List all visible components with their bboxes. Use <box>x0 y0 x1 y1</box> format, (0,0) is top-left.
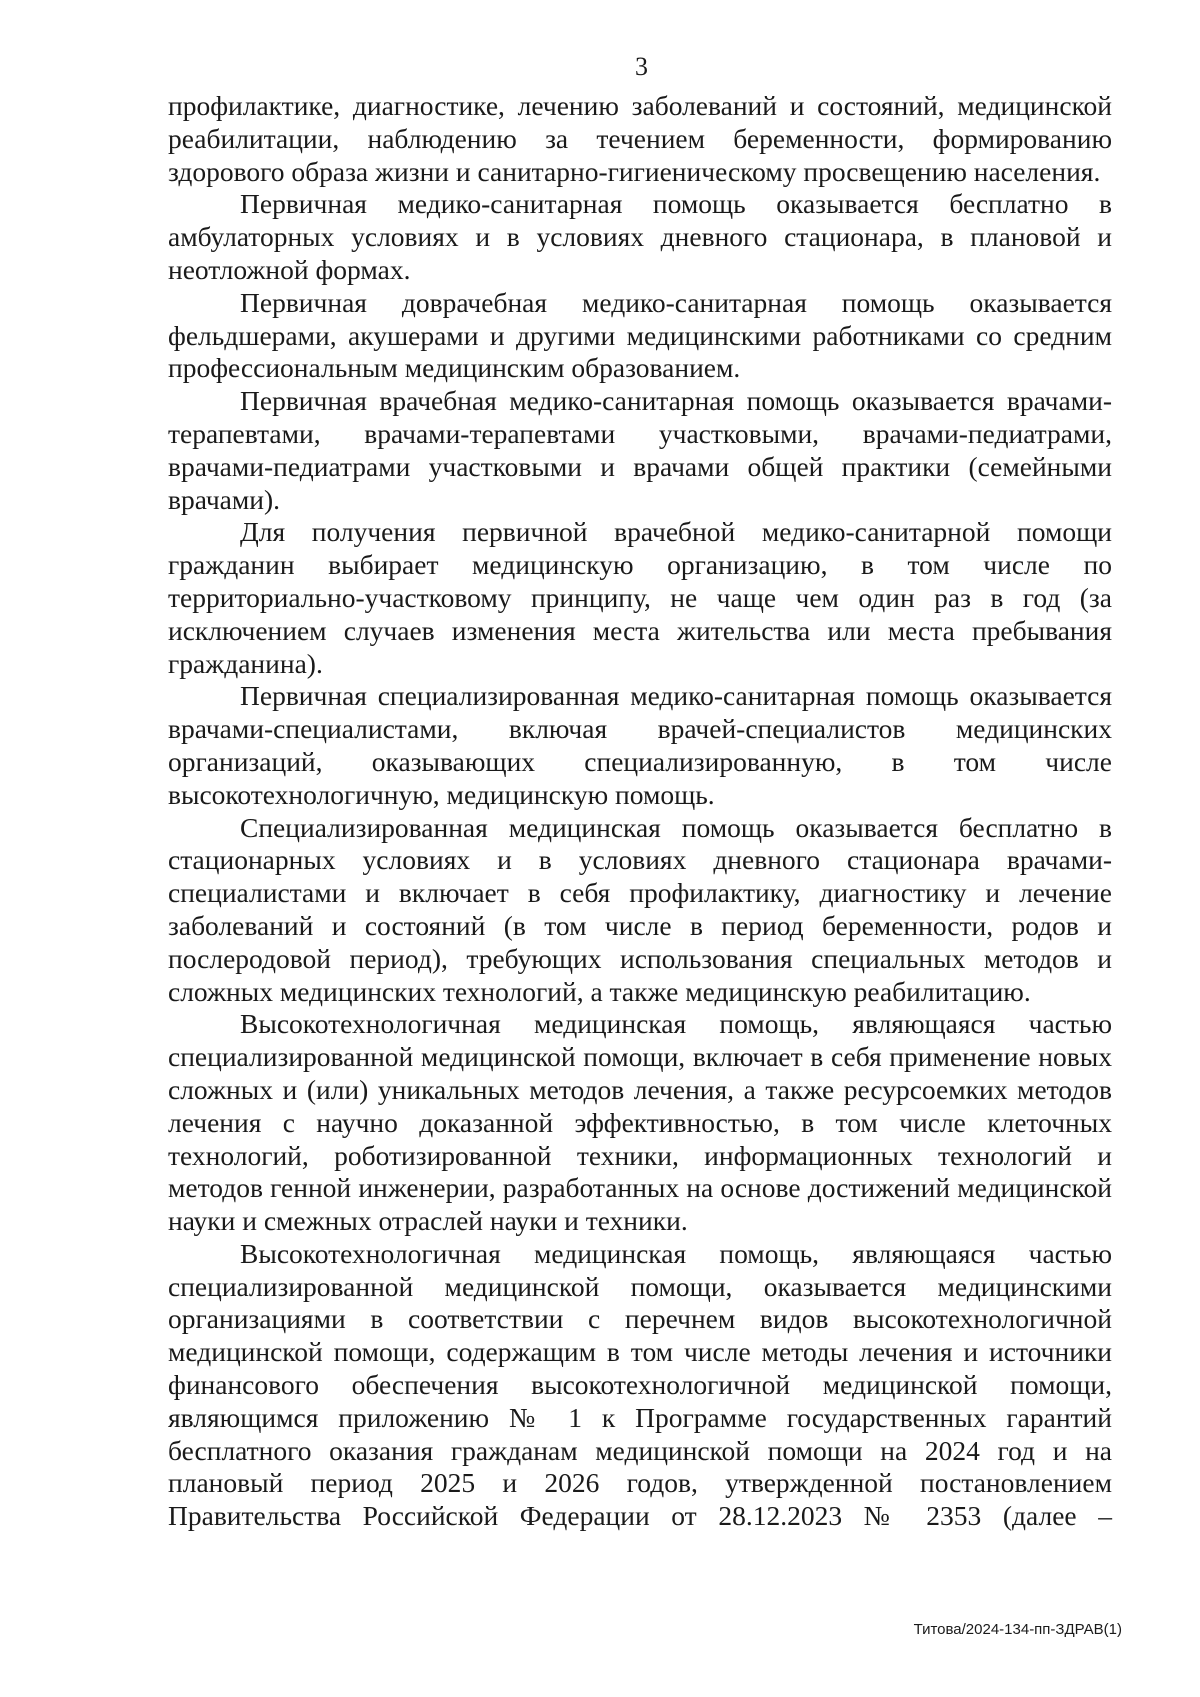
paragraph-high-tech-care-definition: Высокотехнологичная медицинская помощь, являющаяся частью специализированной медицинской помощи, включает в себя применение новых сложных и (или) уникальных методов лечения, а также ресурсоемких методов лечения с научно доказанной эффективностью, в том числе клеточных технологий, роботизированной техники, информационных технологий и методов генной инженерии, разработанных на основе достижений медицинской науки и смежных отраслей науки и техники. <box>168 1008 1112 1237</box>
paragraph-choice-of-organization: Для получения первичной врачебной медико-санитарной помощи гражданин выбирает медицинскую организацию, в том числе по территориально-участковому принципу, не чаще чем один раз в год (за исключением случаев изменения места жительства или места пребывания гражданина). <box>168 516 1112 679</box>
document-footer-code: Титова/2024-134-пп-ЗДРАВ(1) <box>913 1621 1122 1638</box>
paragraph-pre-medical-care: Первичная доврачебная медико-санитарная помощь оказывается фельдшерами, акушерами и другими медицинскими работниками со средним профессиональным медицинским образованием. <box>168 286 1112 384</box>
paragraph-specialized-primary-care: Первичная специализированная медико-санитарная помощь оказывается врачами-специалистами, включая врачей-специалистов медицинских организаций, оказывающих специализированную, в том числе высокотехнологичную, медицинскую помощь. <box>168 680 1112 810</box>
paragraph-primary-care: Первичная медико-санитарная помощь оказывается бесплатно в амбулаторных условиях и в условиях дневного стационара, в плановой и неотложной формах. <box>168 188 1112 285</box>
paragraph-high-tech-care-provision: Высокотехнологичная медицинская помощь, являющаяся частью специализированной медицинской помощи, оказывается медицинскими организациями в соответствии с перечнем видов высокотехнологичной медицинской помощи, содержащим в том числе методы лечения и источники финансового обеспечения высокотехнологичной медицинской помощи, являющимся приложению № 1 к Программе государственных гарантий бесплатного оказания гражданам медицинской помощи на 2024 год и на плановый период 2025 и 2026 годов, утвержденной постановлением Правительства Российской Федерации от 28.12.2023 № 2353 (далее – <box>168 1237 1112 1532</box>
page-number: 3 <box>635 52 648 81</box>
paragraph-medical-care: Первичная врачебная медико-санитарная помощь оказывается врачами-терапевтами, врачами-терапевтами участковыми, врачами-педиатрами, врачами-педиатрами участковыми и врачами общей практики (семейными врачами). <box>168 385 1112 515</box>
paragraph-specialized-care: Специализированная медицинская помощь оказывается бесплатно в стационарных условиях и в условиях дневного стационара врачами-специалистами и включает в себя профилактику, диагностику и лечение заболеваний и состояний (в том числе в период беременности, родов и послеродовой период), требующих использования специальных методов и сложных медицинских технологий, а также медицинскую реабилитацию. <box>168 811 1112 1007</box>
document-body <box>168 90 1112 1533</box>
paragraph-continuation: профилактике, диагностике, лечению заболеваний и состояний, медицинской реабилитации, наблюдению за течением беременности, формированию здорового образа жизни и санитарно-гигиеническому просвещению населения. <box>168 90 1112 187</box>
